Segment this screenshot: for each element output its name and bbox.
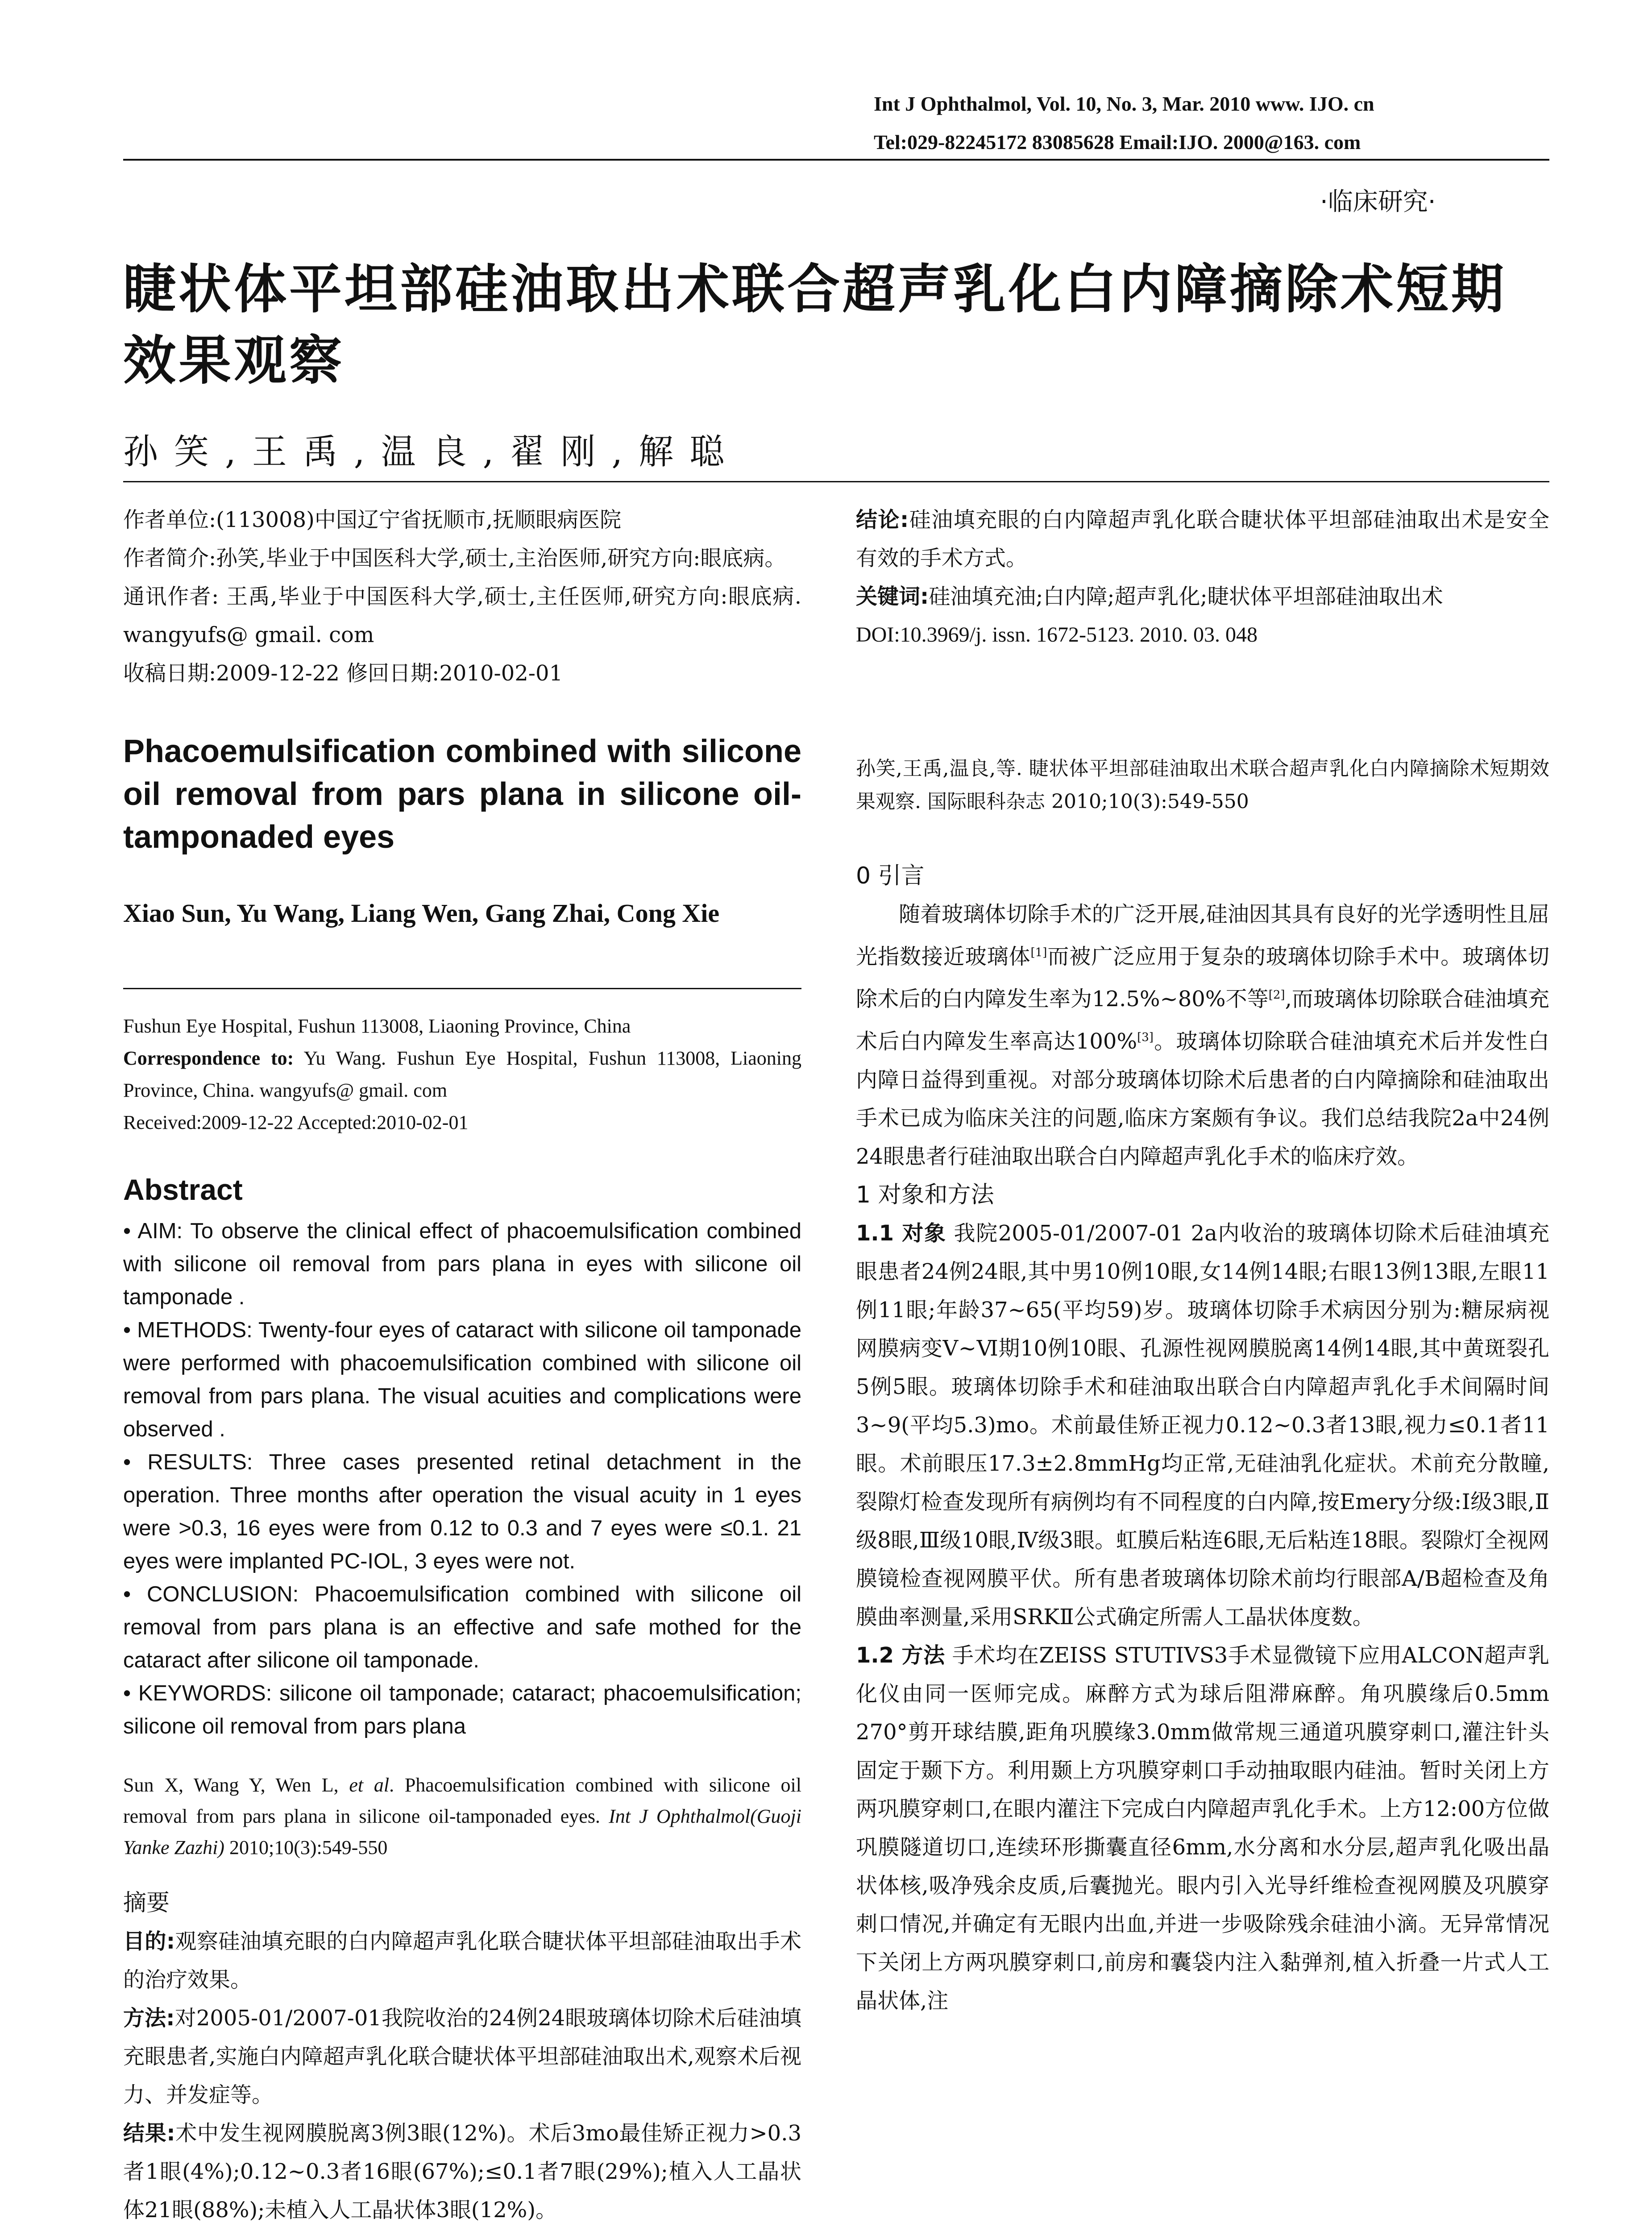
english-authors: Xiao Sun, Yu Wang, Liang Wen, Gang Zhai, Cong Xie [123,899,720,928]
abstract-aim: • AIM: To observe the clinical effect of phacoemulsification combined with silicone oil removal from pars plana in eyes with silicone oil tamponade . [123,1219,801,1309]
cn-abstract-results [123,2114,801,2229]
abstract-body [123,1215,801,1743]
author-bio: 作者简介:孙笑,毕业于中国医科大学,硕士,主治医师,研究方向:眼底病。 [123,546,786,571]
cn-conclusion-label: 结论: [856,507,909,532]
procedure-label: 1.2 方法 [856,1643,945,1668]
ref-2: [2] [1268,988,1285,1002]
cn-aim-text: 观察硅油填充眼的白内障超声乳化联合睫状体平坦部硅油取出手术的治疗效果。 [123,1929,801,1992]
english-citation [123,1770,801,1863]
cn-abstract-methods [123,1999,801,2114]
citation-etal: et al [349,1774,390,1796]
title-rule [123,481,1549,482]
citation-journal: Int J Ophthalmol(Guoji Yanke Zazhi) [123,1805,801,1858]
cn-abstract-heading: 摘要 [123,1890,170,1916]
cn-keywords-text: 硅油填充油;白内障;超声乳化;睫状体平坦部硅油取出术 [929,584,1443,609]
english-affiliation-block [123,1010,801,1139]
ref-1: [1] [1030,946,1047,959]
citation-text: . Phacoemulsification combined with silicone oil removal from pars plana in silicone oil-tamponaded eyes. [123,1774,801,1827]
cn-results-label: 结果: [123,2121,175,2146]
running-header-contact: Tel:029-82245172 83085628 Email:IJO. 2000@163. com [874,131,1361,153]
procedure-text: 手术均在ZEISS STUTIVS3手术显微镜下应用ALCON超声乳化仪由同一医师完成。麻醉方式为球后阻滞麻醉。角巩膜缘后0.5mm 270°剪开球结膜,距角巩膜缘3.0mm做常规三通道巩膜穿刺口,灌注针头固定于颞下方。利用颞上方巩膜穿刺口手动抽取眼内硅油。暂时关闭上方两巩膜穿刺口,在眼内灌注下完成白内障超声乳化手术。上方12:00方位做巩膜隧道切口,连续环形撕囊直径6mm,水分离和水分层,超声乳化吸出晶状体核,吸净残余皮质,后囊抛光。眼内引入光导纤维检查视网膜及巩膜穿刺口情况,并确定有无眼内出血,并进一步吸除残余硅油小滴。无异常情况下关闭上方两巩膜穿刺口,前房和囊袋内注入黏弹剂,植入折叠一片式人工晶状体,注 [856,1643,1549,2013]
subjects-paragraph [856,1214,1549,1636]
body-text [856,857,1549,2020]
correspondence-text: Yu Wang. Fushun Eye Hospital, Fushun 113008, Liaoning Province, China. wangyufs@ gmail. com [123,1047,801,1101]
abstract-heading: Abstract [123,1173,243,1206]
author-unit: 作者单位:(113008)中国辽宁省抚顺市,抚顺眼病医院 [123,507,622,532]
intro-paragraph [856,895,1549,1176]
cn-abstract-keywords [856,577,1549,616]
running-header-journal: Int J Ophthalmol, Vol. 10, No. 3, Mar. 2010 www. IJO. cn [874,92,1374,115]
correspondence-label: Correspondence to: [123,1047,294,1069]
citation-authors: Sun X, Wang Y, Wen L, [123,1774,349,1796]
intro-heading: 0 引言 [856,863,925,889]
citation-pages: 2010;10(3):549-550 [224,1837,388,1858]
cn-conclusion-text: 硅油填充眼的白内障超声乳化联合睫状体平坦部硅油取出术是安全有效的手术方式。 [856,507,1549,571]
header-rule [123,159,1549,161]
intro-p4: 。玻璃体切除联合硅油填充术后并发性白内障日益得到重视。对部分玻璃体切除术后患者的白内障摘除和硅油取出手术已成为临床关注的问题,临床方案颇有争议。我们总结我院2a中24例24眼患者行硅油取出联合白内障超声乳化手术的临床疗效。 [856,1029,1549,1169]
intro-p1: 随着玻璃体切除手术的广泛开展,硅油因其具有良好的光学透明性且屈光指数接近玻璃体 [856,902,1549,969]
ref-3: [3] [1137,1031,1154,1044]
cn-abstract [123,1884,801,2229]
cn-results-text: 术中发生视网膜脱离3例3眼(12%)。术后3mo最佳矫正视力>0.3者1眼(4%);0.12~0.3者16眼(67%);≤0.1者7眼(29%);植入人工晶状体21眼(88%);未植入人工晶状体3眼(12%)。 [123,2121,801,2223]
abstract-keywords: • KEYWORDS: silicone oil tamponade; cataract; phacoemulsification; silicone oil removal from pars plana [123,1681,801,1738]
author-dates: 收稿日期:2009-12-22 修回日期:2010-02-01 [123,661,563,686]
subjects-label: 1.1 对象 [856,1221,946,1246]
english-affiliation: Fushun Eye Hospital, Fushun 113008, Liaoning Province, China [123,1015,631,1037]
english-correspondence [123,1042,801,1107]
author-corresponding: 通讯作者: 王禹,毕业于中国医科大学,硕士,主任医师,研究方向:眼底病. wangyufs@ gmail. com [123,584,801,647]
paper-authors: 孙笑,王禹,温良,翟刚,解聪 [123,432,741,472]
cn-citation: 孙笑,王禹,温良,等. 睫状体平坦部硅油取出术联合超声乳化白内障摘除术短期效果观察. 国际眼科杂志 2010;10(3):549-550 [856,757,1549,813]
cn-doi: DOI:10.3969/j. issn. 1672-5123. 2010. 03. 048 [856,623,1258,647]
author-info-block [123,501,801,693]
abstract-results: • RESULTS: Three cases presented retinal detachment in the operation. Three months after operation the visual acuity in 1 eyes were >0.3, 16 eyes were from 0.12 to 0.3 and 7 eyes were ≤0.1. 21 eyes were implanted PC-IOL, 3 eyes were not. [123,1450,801,1573]
cn-abstract-continued [856,501,1549,654]
cn-methods-label: 方法: [123,2006,175,2031]
cn-aim-label: 目的: [123,1929,175,1954]
procedure-paragraph [856,1636,1549,2020]
section-tag: ·临床研究· [1320,187,1436,216]
paper-title: 睫状体平坦部硅油取出术联合超声乳化白内障摘除术短期效果观察 [123,258,1507,391]
abstract-conclusion: • CONCLUSION: Phacoemulsification combined with silicone oil removal from pars plana is an effective and safe mothed for the cataract after silicone oil tamponade. [123,1582,801,1672]
cn-abstract-aim [123,1922,801,1999]
english-authors-rule [123,988,801,989]
english-title: Phacoemulsification combined with silicone oil removal from pars plana in silicone oil-tamponaded eyes [123,734,801,855]
intro-p3: ,而玻璃体切除联合硅油填充术后白内障发生率高达100% [856,987,1549,1054]
cn-methods-text: 对2005-01/2007-01我院收治的24例24眼玻璃体切除术后硅油填充眼患者,实施白内障超声乳化联合睫状体平坦部硅油取出术,观察术后视力、并发症等。 [123,2006,801,2107]
subjects-text: 我院2005-01/2007-01 2a内收治的玻璃体切除术后硅油填充眼患者24例24眼,其中男10例10眼,女14例14眼;右眼13例13眼,左眼11例11眼;年龄37~65(平均59)岁。玻璃体切除手术病因分别为:糖尿病视网膜病变Ⅴ~Ⅵ期10例10眼、孔源性视网膜脱离14例14眼,其中黄斑裂孔5例5眼。玻璃体切除手术和硅油取出联合白内障超声乳化手术间隔时间3~9(平均5.3)mo。术前最佳矫正视力0.12~0.3者13眼,视力≤0.1者11眼。术前眼压17.3±2.8mmHg均正常,无硅油乳化症状。术前充分散瞳,裂隙灯检查发现所有病例均有不同程度的白内障,按Emery分级:Ⅰ级3眼,Ⅱ级8眼,Ⅲ级10眼,Ⅳ级3眼。虹膜后粘连6眼,无后粘连18眼。裂隙灯全视网膜镜检查视网膜平伏。所有患者玻璃体切除术前均行眼部A/B超检查及角膜曲率测量,采用SRKⅡ公式确定所需人工晶状体度数。 [856,1221,1549,1630]
abstract-methods: • METHODS: Twenty-four eyes of cataract with silicone oil tamponade were performed with phacoemulsification combined with silicone oil removal from pars plana. The visual acuities and complications were observed . [123,1318,801,1441]
intro-p2: 而被广泛应用于复杂的玻璃体切除手术中。玻璃体切除术后的白内障发生率为12.5%~80%不等 [856,944,1549,1012]
english-received: Received:2009-12-22 Accepted:2010-02-01 [123,1111,469,1133]
cn-abstract-conclusion [856,501,1549,577]
cn-keywords-label: 关键词: [856,584,929,609]
methods-heading: 1 对象和方法 [856,1182,994,1208]
